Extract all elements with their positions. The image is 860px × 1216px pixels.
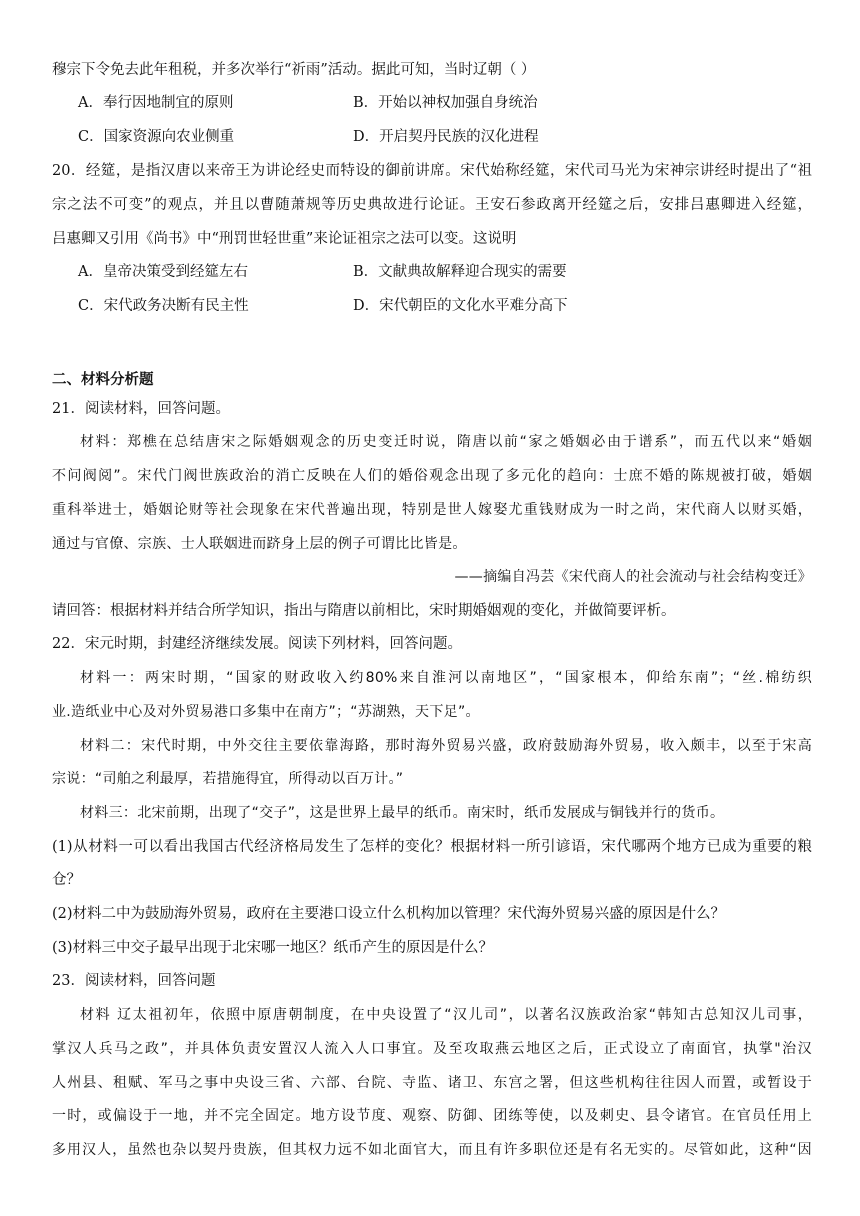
q23-material-line-4: 一时，或偏设于一地，并不完全固定。地方设节度、观察、防御、团练等使，以及刺史、县令诸官。在官员任用上 xyxy=(52,1108,812,1124)
q22-question-1-line-1: (1)从材料一可以看出我国古代经济格局发生了怎样的变化？根据材料一所引谚语，宋代哪两个地方已成为重要的粮 xyxy=(52,839,812,855)
q22-question-3: (3)材料三中交子最早出现于北宋哪一地区？纸币产生的原因是什么？ xyxy=(52,940,494,956)
q20-option-d: D．宋代朝臣的文化水平难分高下 xyxy=(353,298,568,314)
q20-option-a: A．皇帝决策受到经筵左右 xyxy=(78,264,248,280)
q22-title: 22．宋元时期，封建经济继续发展。阅读下列材料，回答问题。 xyxy=(52,636,462,652)
q23-material-line-1: 材料 辽太祖初年，依照中原唐朝制度，在中央设置了“汉儿司”，以著名汉族政治家“韩知古总知汉儿司事， xyxy=(80,1007,812,1023)
q23-material-line-2: 掌汉人兵马之政”，并具体负责安置汉人流入人口事宜。及至攻取燕云地区之后，正式设立了南面官，执掌"治汉 xyxy=(52,1041,812,1057)
q20-option-b: B．文献典故解释迎合现实的需要 xyxy=(353,264,567,280)
q21-material-line-1: 材料：郑樵在总结唐宋之际婚姻观念的历史变迁时说，隋唐以前“家之婚姻必由于谱系”，而五代以来“婚姻 xyxy=(80,434,812,450)
q21-material-line-4: 通过与官僚、宗族、士人联姻进而跻身上层的例子可谓比比皆是。 xyxy=(52,536,467,552)
q22-material1-line-1: 材料一：两宋时期，“国家的财政收入约80%来自淮河以南地区”，“国家根本，仰给东南”；“丝.棉纺织 xyxy=(80,670,812,686)
q22-material3: 材料三：北宋前期，出现了“交子”，这是世界上最早的纸币。南宋时，纸币发展成与铜钱并行的货币。 xyxy=(80,805,725,821)
q21-title: 21．阅读材料，回答问题。 xyxy=(52,401,230,417)
q22-material1-line-2: 业.造纸业中心及对外贸易港口多集中在南方”；“苏湖熟，天下足”。 xyxy=(52,704,480,720)
q23-material-line-3: 人州县、租赋、军马之事中央设三省、六部、台院、寺监、诸卫、东宫之署，但这些机构往往因人而置，或暂设于 xyxy=(52,1075,812,1091)
q19-option-d: D．开启契丹民族的汉化进程 xyxy=(353,129,539,145)
q23-material-line-5: 多用汉人，虽然也杂以契丹贵族，但其权力远不如北面官大，而且有许多职位还是有名无实的。尽管如此，这种“因 xyxy=(52,1142,812,1158)
q21-source: ——摘编自冯芸《宋代商人的社会流动与社会结构变迁》 xyxy=(454,569,812,585)
q22-question-2: (2)材料二中为鼓励海外贸易，政府在主要港口设立什么机构加以管理？宋代海外贸易兴盛的原因是什么？ xyxy=(52,906,726,922)
q20-stem-line-3: 吕惠卿又引用《尚书》中“刑罚世轻世重”来论证祖宗之法可以变。这说明 xyxy=(52,231,517,247)
q21-question: 请回答：根据材料并结合所学知识，指出与隋唐以前相比，宋时期婚姻观的变化，并做简要评析。 xyxy=(52,603,676,619)
q19-option-c: C．国家资源向农业侧重 xyxy=(78,129,235,145)
q21-material-line-2: 不问阀阅”。宋代门阀世族政治的消亡反映在人们的婚俗观念出现了多元化的趋向：士庶不婚的陈规被打破，婚姻 xyxy=(52,468,812,484)
q19-option-a: A．奉行因地制宜的原则 xyxy=(78,95,234,111)
q22-material2-line-2: 宗说：“司舶之利最厚，若措施得宜，所得动以百万计。” xyxy=(52,771,404,787)
q20-stem-line-1: 20．经筵，是指汉唐以来帝王为讲论经史而特设的御前讲席。宋代始称经筵，宋代司马光为宋神宗讲经时提出了“祖 xyxy=(52,163,812,179)
q19-stem-tail: 穆宗下令免去此年租税，并多次举行“祈雨”活动。据此可知，当时辽朝（ ） xyxy=(52,62,536,78)
q19-option-b: B．开始以神权加强自身统治 xyxy=(353,95,538,111)
section-title: 二、材料分析题 xyxy=(52,371,154,388)
q21-material-line-3: 重科举进士，婚姻论财等社会现象在宋代普遍出现，特别是世人嫁娶尤重钱财成为一时之尚，宋代商人以财买婚， xyxy=(52,502,812,518)
q22-question-1-line-2: 仓？ xyxy=(52,872,81,888)
q22-material2-line-1: 材料二：宋代时期，中外交往主要依靠海路，那时海外贸易兴盛，政府鼓励海外贸易，收入颇丰，以至于宋高 xyxy=(80,738,812,754)
q23-title: 23．阅读材料，回答问题 xyxy=(52,973,216,989)
q20-option-c: C．宋代政务决断有民主性 xyxy=(78,298,249,314)
q20-stem-line-2: 宗之法不可变”的观点，并且以曹随萧规等历史典故进行论证。王安石参政离开经筵之后，安排吕惠卿进入经筵， xyxy=(52,197,812,213)
